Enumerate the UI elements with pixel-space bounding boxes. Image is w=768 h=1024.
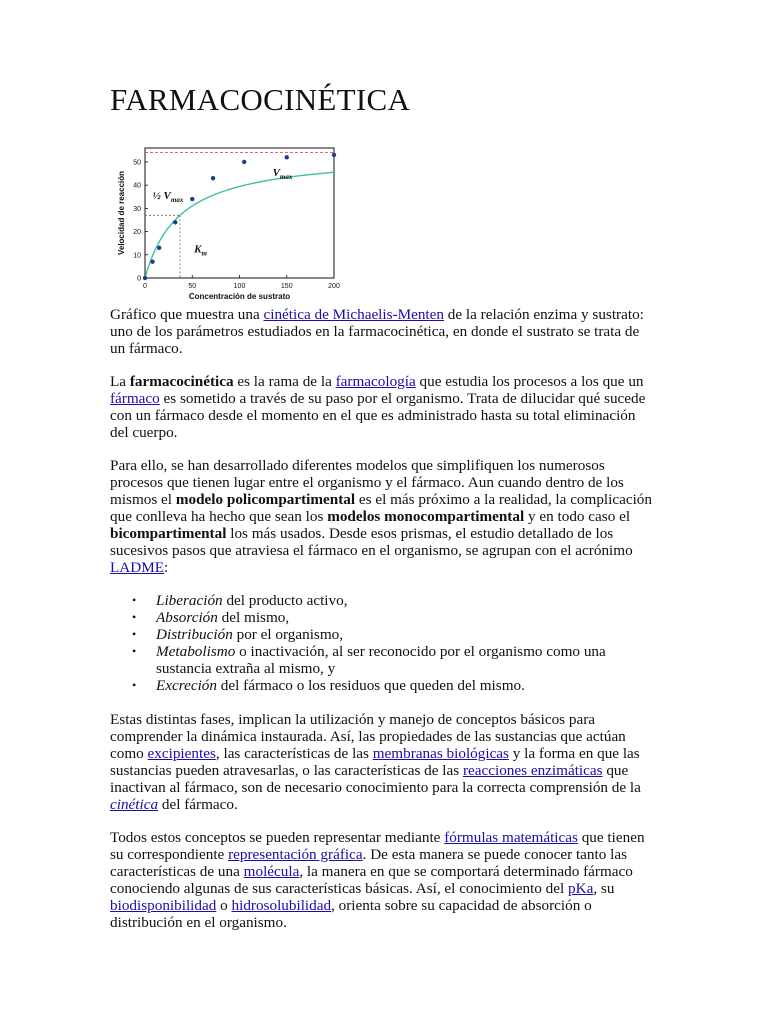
text: , orienta sobre su capacidad de absorción o distribución en el organismo. [110, 897, 592, 931]
data-point [157, 246, 161, 250]
page-title: FARMACOCINÉTICA [110, 82, 411, 117]
chart-caption [110, 306, 655, 357]
y-tick-label: 50 [133, 159, 141, 167]
list-item [132, 677, 655, 694]
link-cinetica-text: cinética [110, 796, 159, 813]
paragraph-1 [110, 373, 655, 441]
list-item [132, 643, 655, 677]
x-tick-label: 0 [143, 283, 147, 290]
link-cinetica[interactable] [110, 796, 158, 813]
document-body [110, 306, 655, 947]
link-ladme[interactable]: LADME [110, 559, 164, 576]
text: del fármaco. [158, 796, 238, 813]
text: Para ello, se han desarrollado diferentes modelos que simplifiquen los numerosos procesos que tienen lugar entre el organismo y el fármaco. Aun cuando dentro de los mismos el [110, 457, 624, 508]
paragraph-4 [110, 829, 655, 931]
data-point [143, 276, 147, 280]
text: . De esta manera se puede conocer tanto las características de una [110, 846, 627, 880]
y-tick-label: 40 [133, 182, 141, 190]
list-item [132, 609, 655, 626]
y-tick-label: 30 [133, 205, 141, 213]
link-farmaco[interactable]: fármaco [110, 390, 160, 407]
text: los más usados. Desde esos prismas, el estudio detallado de los sucesivos pasos que atraviesa el fármaco en el organismo, se agrupan con el acrónimo [110, 525, 633, 559]
text: La [110, 373, 130, 390]
data-point [190, 197, 194, 201]
link-pka[interactable]: pKa [568, 880, 594, 897]
michaelis-menten-chart [110, 140, 350, 310]
text: o [216, 897, 232, 914]
bullet-icon: • [132, 610, 137, 624]
bold-term: modelo policompartimental [175, 491, 356, 508]
text: , las características de las [215, 745, 373, 762]
text: , la manera en que se comportará determinado fármaco conociendo algunas de sus características básicas. Así, el conocimiento del [110, 863, 633, 897]
link-farmacologia[interactable]: farmacología [335, 373, 416, 390]
half-vmax-annotation: ½ $V_{max}$ [152, 190, 184, 205]
text: y en todo caso el [524, 508, 631, 525]
italic-term: Metabolismo [156, 643, 236, 660]
text: es sometido a través de su paso por el organismo. Trata de dilucidar qué sucede con un fármaco desde el momento en el que es administrado hasta su total eliminación del cuerpo. [110, 390, 646, 441]
vmax-annotation: $V_{max}$ [272, 166, 293, 181]
text: del mismo, [217, 609, 290, 626]
link-hidrosolubilidad[interactable]: hidrosolubilidad [231, 897, 332, 914]
bullet-icon: • [132, 593, 137, 607]
x-tick-label: 150 [280, 283, 293, 290]
x-tick-label: 100 [233, 283, 246, 290]
caption-text-2: de la relación enzima y sustrato: uno de los parámetros estudiados en la farmacocinética, en donde el sustrato se trata de un fármaco. [110, 306, 644, 357]
paragraph-2 [110, 457, 655, 576]
data-point [211, 176, 215, 180]
y-tick-label: 20 [133, 229, 141, 237]
list-item [132, 592, 655, 609]
text: es el más próximo a la realidad, la complicación que conlleva ha hecho que sean los [110, 491, 652, 525]
list-item [132, 626, 655, 643]
data-point [150, 260, 154, 264]
ladme-list [110, 592, 655, 694]
text: : [164, 559, 169, 576]
y-tick-label: 0 [137, 275, 141, 283]
text: o inactivación, al ser reconocido por el organismo como una sustancia extraña al mismo, y [156, 643, 606, 677]
link-molecula[interactable]: molécula [243, 863, 300, 880]
text: que tienen su correspondiente [110, 829, 645, 863]
italic-term: Distribución [156, 626, 233, 643]
text: Estas distintas fases, implican la utilización y manejo de conceptos básicos para comprender la dinámica instaurada. Así, las propiedades de las sustancias que actúan como [110, 711, 626, 762]
data-point [173, 220, 177, 224]
text: del producto activo, [222, 592, 348, 609]
link-michaelis-menten[interactable]: cinética de Michaelis-Menten [263, 306, 444, 323]
bold-term: modelos monocompartimental [327, 508, 525, 525]
caption-text: Gráfico que muestra una [110, 306, 264, 323]
text: Todos estos conceptos se pueden representar mediante [110, 829, 445, 846]
italic-term: Liberación [156, 592, 223, 609]
link-excipientes[interactable]: excipientes [147, 745, 216, 762]
link-membranas-biologicas[interactable]: membranas biológicas [372, 745, 509, 762]
plot-frame [145, 148, 334, 278]
bold-term: bicompartimental [110, 525, 227, 542]
link-biodisponibilidad[interactable]: biodisponibilidad [110, 897, 217, 914]
italic-term: Absorción [156, 609, 218, 626]
km-annotation: $K_m$ [194, 243, 207, 258]
data-point [242, 160, 246, 164]
data-point [285, 155, 289, 159]
bullet-icon: • [132, 678, 137, 692]
text: y la forma en que las sustancias pueden atravesarlas, o las características de las [110, 745, 640, 779]
italic-term: Excreción [156, 677, 217, 694]
x-tick-label: 200 [328, 283, 340, 290]
bold-term: farmacocinética [129, 373, 234, 390]
text: que inactivan al fármaco, son de necesario conocimiento para la correcta comprensión de la [110, 762, 641, 796]
text: que estudia los procesos a los que un [415, 373, 644, 390]
text: , su [593, 880, 615, 897]
link-reacciones-enzimaticas[interactable]: reacciones enzimáticas [462, 762, 603, 779]
y-axis-label: Velocidad de reacción [117, 170, 126, 256]
link-formulas-matematicas[interactable]: fórmulas matemáticas [444, 829, 578, 846]
x-tick-label: 50 [188, 283, 197, 290]
y-tick-label: 10 [133, 252, 141, 260]
bullet-icon: • [132, 644, 137, 658]
michaelis-menten-curve [145, 172, 334, 278]
bullet-icon: • [132, 627, 137, 641]
x-axis-label: Concentración de sustrato [188, 292, 291, 301]
link-representacion-grafica[interactable]: representación gráfica [228, 846, 363, 863]
paragraph-3 [110, 711, 655, 813]
text: por el organismo, [232, 626, 344, 643]
text: es la rama de la [233, 373, 336, 390]
data-point [332, 153, 336, 157]
text: del fármaco o los residuos que queden del mismo. [217, 677, 525, 694]
